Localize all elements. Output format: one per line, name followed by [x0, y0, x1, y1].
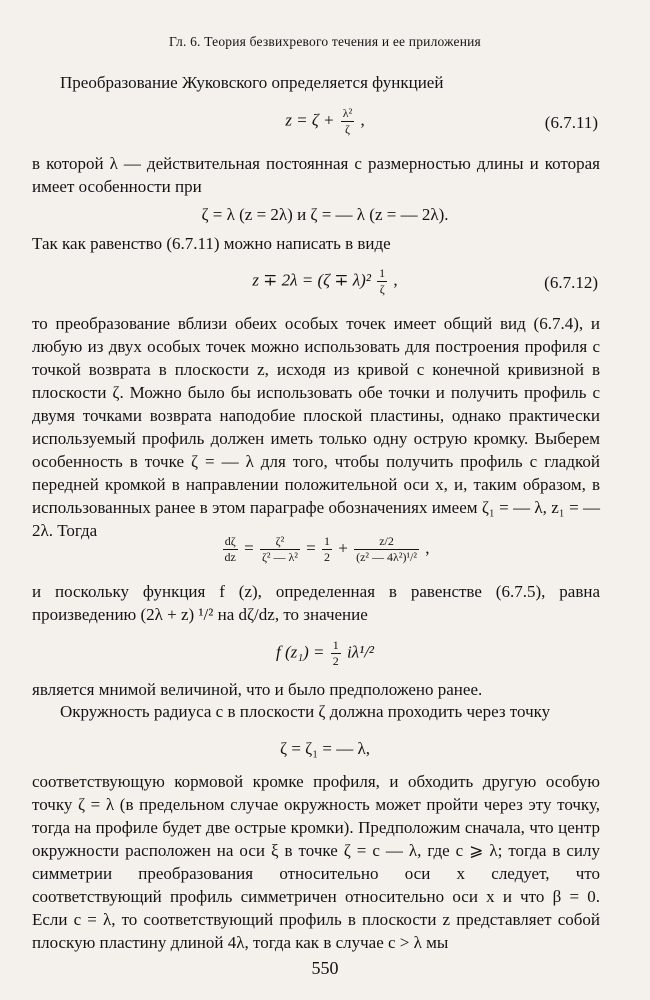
- equation-number-6-7-11: (6.7.11): [544, 113, 598, 132]
- eq3-lhs: z ∓ 2λ = (ζ ∓ λ)²: [252, 270, 371, 290]
- eq1-tail: ,: [360, 110, 365, 130]
- equation-number-6-7-12: (6.7.12): [544, 273, 598, 292]
- eq5-denominator: 2: [332, 654, 339, 668]
- eq5-fraction: [331, 638, 341, 669]
- eq3-tail: ,: [393, 270, 398, 290]
- eq5-lhs: f (z₁) =: [275, 642, 325, 662]
- eq1-numerator: λ²: [342, 106, 353, 120]
- paragraph-profile-construction: то преобразование вблизи обеих особых точек имеет общий вид (6.7.4), и любую из двух особых точек можно использовать для построения профиля с точкой возврата в плоскости z, исходя из кривой с конечной кривизной в плоскости ζ. Можно было бы использовать обе точки и получить профиль с двумя точками возврата наподобие плоской пластины, однако практически используемый профиль должен иметь только одну острую кромку. Выберем особенность в точке ζ = — λ для того, чтобы получить профиль с гладкой передней кромкой в направлении положительной оси x, и, таким образом, в использованных ранее в этом параграфе обозначениях имеем ζ₁ = — λ, z₁ = — 2λ. Тогда: [32, 314, 600, 540]
- paragraph-function-f: и поскольку функция f (z), определенная в равенстве (6.7.5), равна произведению (2λ + z) ¹/² на dζ/dz, то значение: [32, 582, 600, 624]
- equation-zeta1: ζ = ζ₁ = — λ,: [280, 739, 370, 758]
- paragraph-lambda: в которой λ — действительная постоянная с размерностью длины и которая имеет особенности при: [32, 154, 600, 196]
- eq4-f3-den: 2: [324, 550, 331, 564]
- eq4-fraction-root: [354, 534, 419, 565]
- eq3-fraction: [377, 266, 387, 297]
- eq4-f1-den: dz: [224, 550, 236, 564]
- paragraph-imaginary: является мнимой величиной, что и было предположено ранее.: [32, 680, 483, 699]
- page-number: 550: [311, 958, 339, 978]
- running-head: Гл. 6. Теория безвихревого течения и ее приложения: [169, 34, 481, 49]
- eq3-denominator: ζ: [379, 282, 385, 296]
- eq4-tail: ,: [425, 538, 430, 558]
- eq4-f1-num: dζ: [223, 534, 238, 550]
- eq1-denominator: ζ: [344, 122, 350, 136]
- eq4-f3-num: 1: [324, 534, 331, 548]
- eq1-fraction: [341, 106, 354, 137]
- equation-f-z1: [0, 638, 650, 669]
- eq4-plus: +: [338, 538, 348, 558]
- eq3-numerator: 1: [379, 266, 386, 280]
- eq4-f2-num: ζ²: [260, 534, 300, 550]
- equation-singularities: ζ = λ (z = 2λ) и ζ = — λ (z = — 2λ).: [201, 205, 449, 224]
- eq1-lhs: z = ζ +: [285, 110, 335, 130]
- eq4-equals-1: =: [244, 538, 254, 558]
- paragraph-intro: Преобразование Жуковского определяется функцией: [60, 73, 444, 92]
- eq5-rhs: iλ¹/²: [347, 642, 375, 662]
- paragraph-rewrite: Так как равенство (6.7.11) можно написать в виде: [32, 234, 391, 253]
- eq4-fraction-ratio: [260, 534, 300, 565]
- eq4-equals-2: =: [306, 538, 316, 558]
- paragraph-trailing-edge: соответствующую кормовой кромке профиля, и обходить другую особую точку ζ = λ (в предельном случае окружность может пройти через эту точку, тогда на профиле будет две острые кромки). Предположим сначала, что центр окружности расположен на оси ξ в точке ζ = c — λ, где c ⩾ λ; тогда в силу симметрии преобразования относительно оси x следует, что соответствующий профиль симметричен относительно оси x и что β = 0. Если c = λ, то соответствующий профиль в плоскости z представляет собой плоскую пластину длиной 4λ, тогда как в случае c > λ мы: [32, 772, 600, 952]
- eq4-f2-den: ζ² — λ²: [261, 550, 298, 564]
- eq4-fraction-half: [322, 534, 332, 565]
- eq4-fraction-derivative: [223, 534, 238, 565]
- eq4-f4-num: z/2: [354, 534, 419, 550]
- equation-dzeta-dz: [0, 534, 650, 565]
- eq5-numerator: 1: [332, 638, 339, 652]
- eq4-f4-den: (z² — 4λ²)¹/²: [356, 550, 417, 564]
- paragraph-circle: Окружность радиуса c в плоскости ζ должна проходить через точку: [60, 702, 551, 721]
